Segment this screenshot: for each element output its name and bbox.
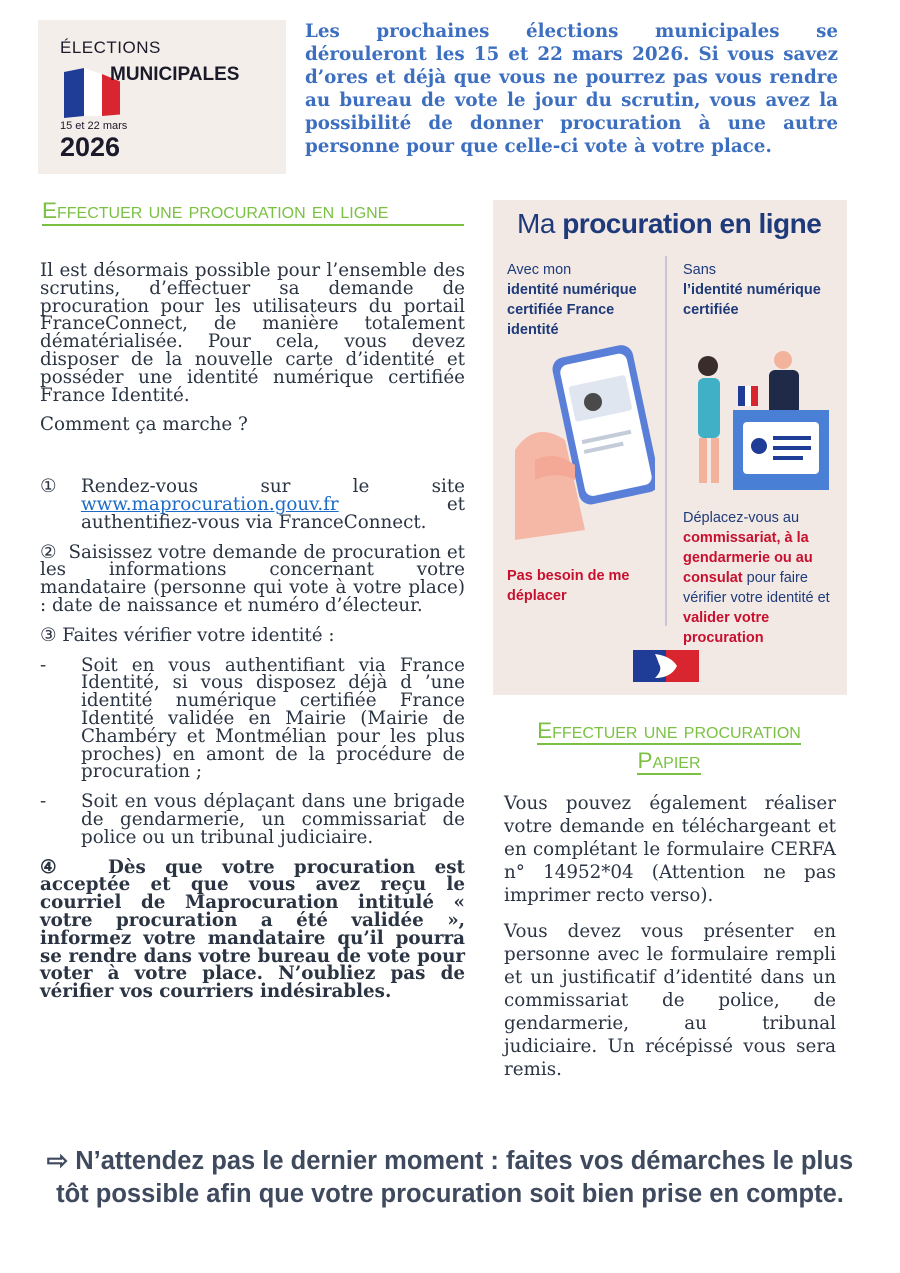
travel-note-c: pour faire vérifier votre identité et [683, 570, 830, 606]
no-travel-note: Pas besoin de me déplacer [507, 568, 630, 604]
option-1-dash: - [40, 654, 47, 676]
arrow-icon: ⇨ [46, 1147, 69, 1175]
column-divider [665, 256, 667, 626]
step-3 [40, 624, 465, 646]
paper-heading-line2: Papier [637, 748, 701, 773]
col1-intro: Avec mon [507, 262, 572, 278]
option-2-dash: - [40, 791, 47, 813]
option-2-text: Soit en vous déplaçant dans une brigade de gendarmerie, un commissariat de police ou un tribunal judiciaire. [81, 791, 465, 848]
logo-line1: ÉLECTIONS [60, 38, 161, 57]
paper-para-2: Vous devez vous présenter en personne avec le formulaire rempli et un justificatif d’identité dans un commissariat de police, de gendarmerie, au tribunal judiciaire. Un récépissé vous sera remis. [504, 921, 836, 1080]
logo-dates: 15 et 22 mars [60, 120, 128, 132]
online-heading: Effectuer une procuration en ligne [42, 198, 464, 226]
paper-heading [495, 716, 843, 776]
online-section [40, 262, 465, 1001]
illustration-title-rest: procuration en ligne [562, 208, 822, 239]
procuration-illustration [493, 200, 847, 695]
maprocuration-link[interactable]: www.maprocuration.gouv.fr [81, 493, 339, 515]
step-1-marker: ① [40, 476, 57, 498]
col1-bold: identité numérique certifiée France identité [507, 282, 637, 338]
option-1-text: Soit en vous authentifiant via France Identité, si vous disposez déjà d ’une identité numérique certifiée France Identité validée en Mairie (Mairie de Chambéry et Montmélian pour les plus proches) en amont de la procédure de procuration ; [81, 654, 465, 783]
paper-section [504, 792, 836, 1094]
illustration-title [517, 208, 821, 240]
step-4-text: Dès que votre procuration est acceptée et que vous avez reçu le courriel de Maprocuration intitulé « votre procuration a été validée », informez votre mandataire qu’il pourra se rendre dans votre bureau de vote pour voter à votre place. N’oubliez pas de vérifier vos courriers indésirables. [40, 856, 465, 1003]
option-2 [40, 793, 465, 846]
elections-logo [38, 20, 286, 174]
how-it-works: Comment ça marche ? [40, 414, 248, 436]
without-identity-column [683, 260, 843, 320]
step-2 [40, 541, 466, 616]
col2-bold: l’identité numérique certifiée [683, 282, 821, 318]
paper-heading-line1: Effectuer une procuration [537, 718, 801, 743]
travel-note-b: commissariat, à la gendarmerie ou au consulat [683, 530, 813, 586]
step-1-before: Rendez-vous sur le site [81, 476, 465, 498]
step-4 [40, 856, 465, 1003]
logo-line2: MUNICIPALES [110, 64, 240, 85]
bottom-message [30, 1145, 870, 1211]
travel-note [683, 508, 843, 648]
paper-para-1: Vous pouvez également réaliser votre demande en téléchargeant et en complétant le formulaire CERFA n° 14952*04 (Attention ne pas imprimer recto verso). [504, 793, 836, 906]
step-3-text: Faites vérifier votre identité : [62, 624, 335, 646]
step-1-after: et authentifiez-vous via FranceConnect. [81, 493, 465, 533]
logo-year: 2026 [60, 132, 121, 162]
illustration-title-ma: Ma [517, 208, 555, 239]
step-2-marker: ② [40, 541, 57, 563]
step-2-text: Saisissez votre demande de procuration et les informations concernant votre mandataire (personne qui vote à votre place) : date de naissance et numéro d’électeur. [40, 541, 466, 616]
online-intro: Il est désormais possible pour l’ensemble des scrutins, d’effectuer sa demande de procuration pour les utilisateurs du portail FranceConnect, de manière totalement dématérialisée. Pour cela, vous devez disposer de la nouvelle carte d’identité et posséder une identité numérique certifiée France Identité. [40, 260, 465, 406]
phone-hand-icon [515, 340, 655, 540]
step-3-marker: ③ [40, 624, 57, 646]
police-desk-icon [683, 346, 833, 496]
with-identity-column [507, 260, 657, 340]
col2-intro: Sans [683, 262, 717, 278]
travel-note-a: Déplacez-vous au [683, 510, 800, 526]
intro-paragraph: Les prochaines élections municipales se dérouleront les 15 et 22 mars 2026. Si vous savez d’ores et déjà que vous ne pourrez pas vous rendre au bureau de vote le jour du scrutin, vous avez la possibilité de donner procuration à une autre personne pour que celle-ci vote à votre place. [305, 21, 838, 157]
marianne-logo-icon [633, 650, 699, 682]
bottom-text: N’attendez pas le dernier moment : faites vos démarches le plus tôt possible afin que votre procuration soit bien prise en compte. [56, 1147, 854, 1208]
travel-note-d: valider votre procuration [683, 610, 770, 646]
step-4-marker: ④ [40, 856, 70, 878]
step-1 [40, 478, 465, 531]
option-1 [40, 654, 465, 783]
